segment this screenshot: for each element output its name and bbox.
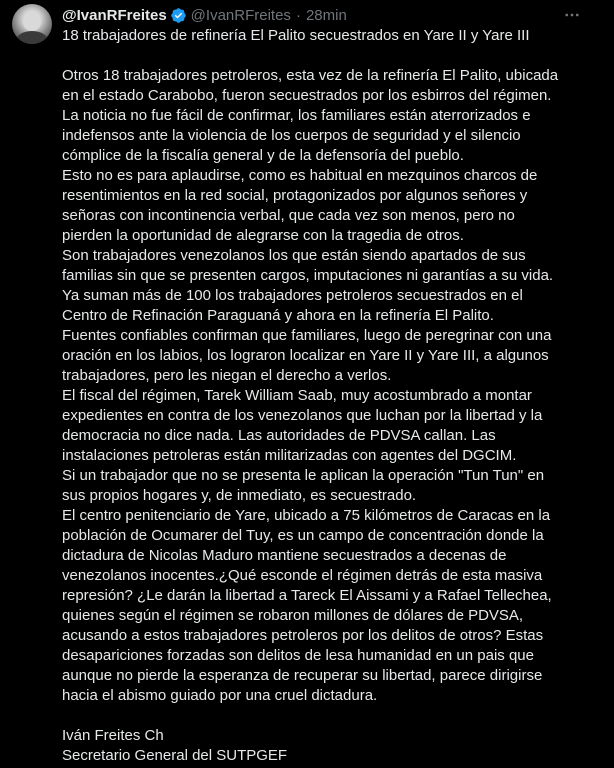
author-handle[interactable]: @IvanRFreites <box>190 6 291 24</box>
tweet-body-line: población de Ocumarer del Tuy, es un campo de concentración donde la <box>62 527 544 544</box>
tweet-body-line: instalaciones petroleras están militarizadas con agentes del DGCIM. <box>62 447 517 464</box>
tweet-body-line: Fuentes confiables confirman que familiares, luego de peregrinar con una <box>62 327 552 344</box>
tweet-body-line: aunque no pierde la esperanza de recuperar su libertad, parece dirigirse <box>62 667 543 684</box>
tweet-body-line: venezolanos inocentes.¿Qué esconde el régimen detrás de esta masiva <box>62 567 543 584</box>
tweet-body-line: Ya suman más de 100 los trabajadores petroleros secuestrados en el <box>62 287 523 304</box>
tweet-body-line: cómplice de la fiscalía general y de la defensoría del pueblo. <box>62 147 464 164</box>
tweet-body-line: acusando a estos trabajadores petroleros por los delitos de otros? Estas <box>62 627 544 644</box>
author-display-name[interactable]: @IvanRFreites <box>62 6 167 24</box>
tweet-body-line: El centro penitenciario de Yare, ubicado a 75 kilómetros de Caracas en la <box>62 507 551 524</box>
more-horizontal-icon[interactable] <box>562 5 582 25</box>
tweet-body-line: sus propios hogares y, de inmediato, es secuestrado. <box>62 487 417 504</box>
tweet-body-line: hacia el abismo guiado por una cruel dictadura. <box>62 687 378 704</box>
tweet-body-line: Otros 18 trabajadores petroleros, esta vez de la refinería El Palito, ubicada <box>62 67 559 84</box>
tweet-body-line: quienes según el régimen se robaron millones de dólares de PDVSA, <box>62 607 524 624</box>
tweet-body-line: El fiscal del régimen, Tarek William Saab, muy acostumbrado a montar <box>62 387 532 404</box>
separator-dot: · <box>295 6 301 24</box>
tweet-body-line: represión? ¿Le darán la libertad a Tareck El Aissami y a Rafael Tellechea, <box>62 587 552 604</box>
avatar[interactable] <box>12 4 52 44</box>
verified-badge-icon[interactable] <box>170 7 187 24</box>
tweet-body-line: Son trabajadores venezolanos los que están siendo apartados de sus <box>62 247 526 264</box>
avatar-face <box>23 11 41 31</box>
signature-name: Iván Freites Ch <box>62 727 164 744</box>
tweet-body-line: Esto no es para aplaudirse, como es habitual en mezquinos charcos de <box>62 167 538 184</box>
tweet-body-line: democracia no dice nada. Las autoridades de PDVSA callan. Las <box>62 427 496 444</box>
tweet-body-line: trabajadores, pero les niegan el derecho a verlos. <box>62 367 392 384</box>
signature-role: Secretario General del SUTPGEF <box>62 747 288 764</box>
tweet-timestamp[interactable]: 28min <box>305 6 347 24</box>
tweet-title: 18 trabajadores de refinería El Palito secuestrados en Yare II y Yare III <box>62 27 530 44</box>
tweet-body-line: Si un trabajador que no se presenta le aplican la operación "Tun Tun" en <box>62 467 545 484</box>
tweet-body-line: pierden la oportunidad de alegrarse con la tragedia de otros. <box>62 227 464 244</box>
tweet-body-line: Centro de Refinación Paraguaná y ahora en la refinería El Palito. <box>62 307 494 324</box>
tweet-body-line: familias sin que se presenten cargos, imputaciones ni garantías a su vida. <box>62 267 554 284</box>
tweet-body-line: resentimientos en la red social, protagonizados por algunos señores y <box>62 187 528 204</box>
tweet-body-line: en el estado Carabobo, fueron secuestrados por los esbirros del régimen. <box>62 87 552 104</box>
tweet-body-line: dictadura de Nicolas Maduro mantiene secuestrados a decenas de <box>62 547 507 564</box>
tweet-body-line: indefensos ante la violencia de los cuerpos de seguridad y el silencio <box>62 127 521 144</box>
avatar-shoulders <box>16 31 48 44</box>
tweet-body-line: expedientes en contra de los venezolanos que luchan por la libertad y la <box>62 407 543 424</box>
tweet-text <box>62 26 608 766</box>
paragraph-gap <box>62 46 608 66</box>
tweet-body-lines <box>62 66 608 706</box>
tweet-body-line: oración en los labios, los lograron localizar en Yare II y Yare III, a algunos <box>62 347 549 364</box>
tweet-header <box>62 5 347 25</box>
tweet-body-line: La noticia no fue fácil de confirmar, los familiares están aterrorizados e <box>62 107 531 124</box>
tweet-body-line: señoras con incontinencia verbal, que cada vez son menos, pero no <box>62 207 515 224</box>
paragraph-gap <box>62 706 608 726</box>
tweet-body-line: desapariciones forzadas son delitos de lesa humanidad en un pais que <box>62 647 534 664</box>
